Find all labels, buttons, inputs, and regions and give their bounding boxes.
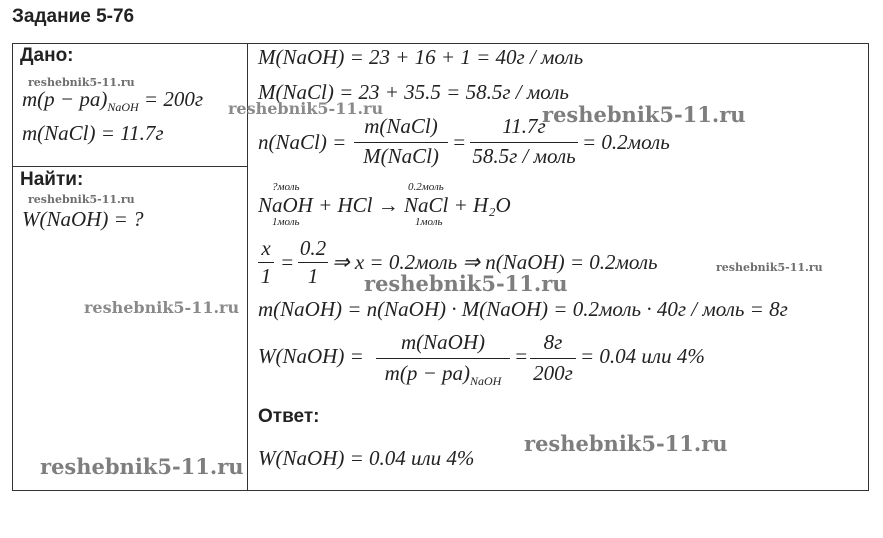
prop-eq: = [280,250,295,274]
answer-heading: Ответ: [258,406,320,427]
given-mass-nacl: m(NaCl) = 11.7г [22,121,164,145]
prop-x: x [261,236,271,260]
prop-rest: ⇒ x = 0.2моль ⇒ n(NaOH) = 0.2моль [332,250,658,274]
reaction-equation: NaOH + HCl → NaCl + H₂O [258,193,511,217]
w-frac2-bar [530,358,576,359]
prop-02: 0.2 [299,236,327,260]
watermark: reshebnik5-11.ru [28,76,135,89]
molar-mass-nacl: M(NaCl) = 23 + 35.5 = 58.5г / моль [258,80,569,104]
w-eq: = [514,344,529,368]
n-result: = 0.2моль [582,130,670,154]
reaction-above-right: 0.2моль [408,181,444,193]
n-frac2-den: 58.5г / моль [472,144,576,168]
watermark: reshebnik5-11.ru [542,102,746,127]
watermark: reshebnik5-11.ru [28,193,135,206]
w-frac1-num: m(NaOH) [401,330,485,354]
w-frac1-bar [376,358,510,359]
w-frac2-den: 200г [533,361,573,385]
given-mass-solution-value: = 200г [143,87,204,111]
watermark: reshebnik5-11.ru [524,431,728,456]
w-frac1-den-sub: NaOH [469,374,502,388]
w-frac2-num: 8г [543,330,563,354]
given-mass-solution-main: m(p − pa) [22,87,108,111]
task-title: Задание 5-76 [12,6,135,27]
prop-1b: 1 [307,264,319,288]
n-eq: = [452,130,467,154]
watermark: reshebnik5-11.ru [40,454,244,479]
find-w-naoh: W(NaOH) = ? [22,207,144,231]
prop-bar1 [258,262,274,263]
n-frac2-num: 11.7г [502,114,546,138]
n-frac1-den: M(NaCl) [363,144,439,168]
watermark: reshebnik5-11.ru [84,298,240,317]
n-frac1-bar [354,142,448,143]
reaction-below-right: 1моль [415,216,443,228]
reaction-above-left: ?моль [272,181,300,193]
mass-naoh-line: m(NaOH) = n(NaOH) · M(NaOH) = 0.2моль · 40г / моль = 8г [258,297,788,321]
n-frac1-num: m(NaCl) [364,114,438,138]
given-mass-solution [22,87,203,115]
prop-1a: 1 [260,264,272,288]
reaction-below-left: 1моль [272,216,300,228]
given-mass-solution-sub: NaOH [107,100,139,114]
prop-bar2 [298,262,328,263]
n-frac2-bar [470,142,578,143]
watermark: reshebnik5-11.ru [364,271,568,296]
row-divider [12,166,248,167]
watermark: reshebnik5-11.ru [228,99,384,118]
n-nacl-lhs: n(NaCl) = [258,130,347,154]
given-heading: Дано: [20,45,74,66]
w-result: = 0.04 или 4% [580,344,705,368]
w-lhs: W(NaOH) = [258,344,364,368]
molar-mass-naoh: M(NaOH) = 23 + 16 + 1 = 40г / моль [258,45,584,69]
watermark: reshebnik5-11.ru [716,261,823,274]
w-frac1-den [376,361,510,389]
w-frac1-den-main: m(p − pa) [384,361,470,385]
answer-value: W(NaOH) = 0.04 или 4% [258,446,475,470]
find-heading: Найти: [20,169,84,190]
